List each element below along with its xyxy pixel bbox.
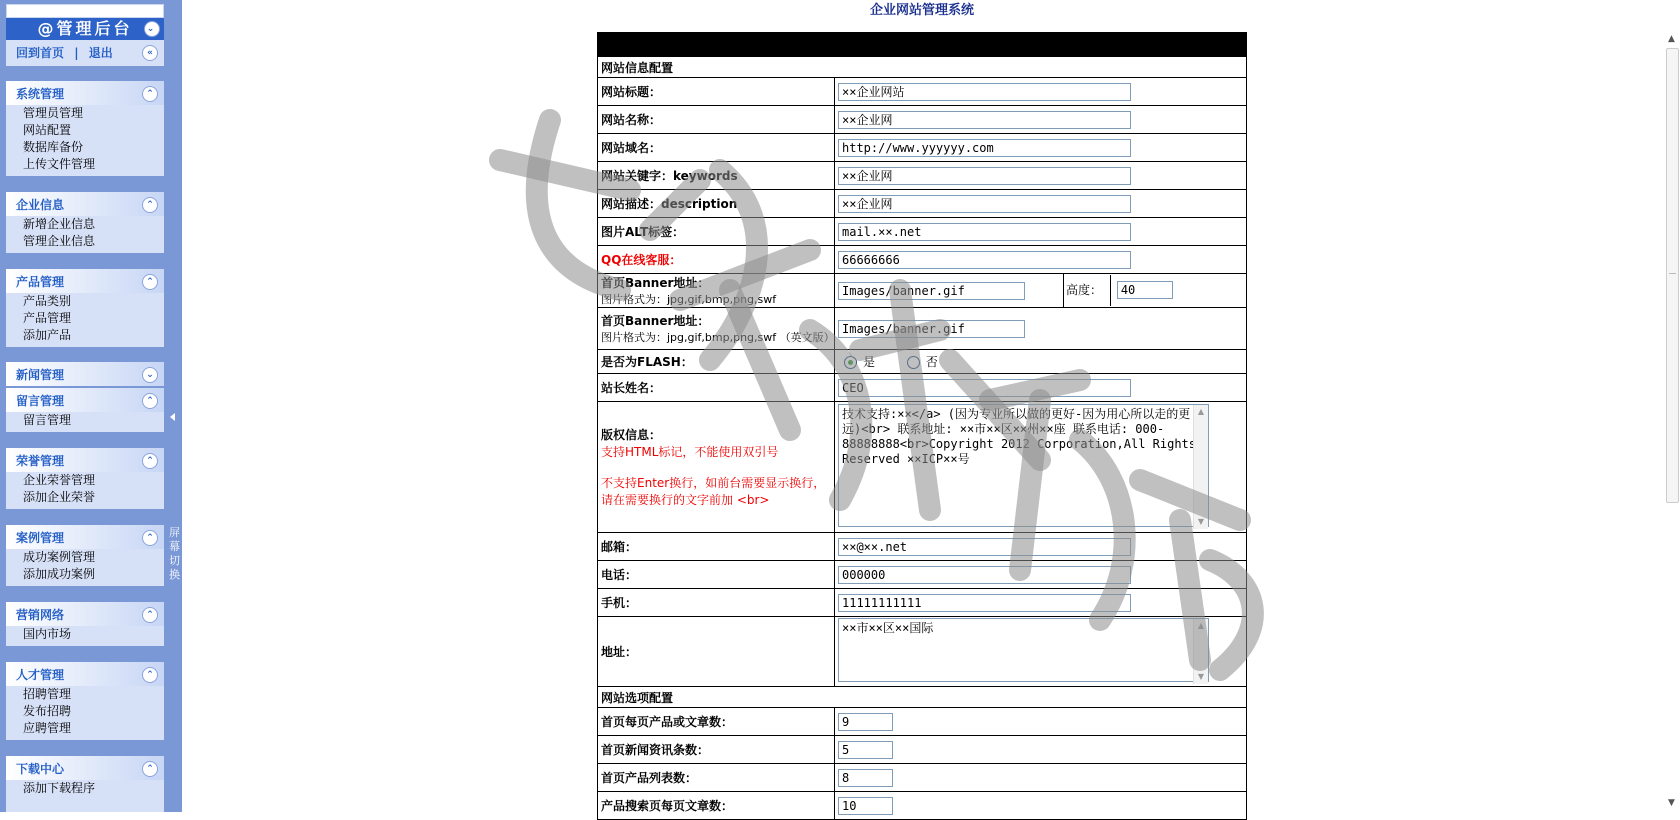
- section-row: [598, 57, 1247, 78]
- field-label: 网站关键字：keywords: [598, 162, 835, 190]
- panel-header-honors[interactable]: 荣誉管理 ⌃: [6, 448, 164, 472]
- menu-item-domestic-market[interactable]: 国内市场: [23, 627, 72, 641]
- panel-header-hr[interactable]: 人才管理 ⌃: [6, 662, 164, 686]
- panel-header-messages[interactable]: 留言管理 ⌃: [6, 388, 164, 412]
- panel-header-news[interactable]: 新闻管理 ⌄: [6, 362, 164, 386]
- site-config-form: [597, 32, 1247, 820]
- panel-header-products[interactable]: 产品管理 ⌃: [6, 269, 164, 293]
- field-label: 网站名称：: [598, 106, 835, 134]
- address-textarea-wrap: [838, 618, 1209, 685]
- panel-news: [6, 362, 164, 386]
- admin-panel-title: [6, 18, 164, 40]
- chevron-up-icon[interactable]: ⌃: [142, 453, 158, 469]
- banner-en-hint: 图片格式为：jpg,gif,bmp,png,swf （英文版）: [601, 331, 835, 344]
- form-row: [598, 736, 1247, 764]
- panel-header-system[interactable]: 系统管理 ⌃: [6, 81, 164, 105]
- menu-item-admin-manage[interactable]: 管理员管理: [23, 106, 84, 120]
- menu-item-add-download[interactable]: 添加下载程序: [23, 781, 96, 795]
- copyright-hint-newline: 不支持Enter换行，如前台需要显示换行，请在需要换行的文字前加 <br>: [601, 476, 826, 507]
- screen-switch-label[interactable]: 屏幕切换: [169, 526, 180, 581]
- sidebar: [0, 0, 182, 812]
- section-title-options: 网站选项配置: [598, 687, 1247, 708]
- form-row: [598, 162, 1247, 190]
- scroll-up-icon: ▲: [1197, 407, 1205, 416]
- copyright-label: 版权信息：: [601, 428, 662, 442]
- mobile-input[interactable]: [838, 594, 1131, 612]
- menu-item-honor-manage[interactable]: 企业荣誉管理: [23, 473, 96, 487]
- menu-item-add-honor[interactable]: 添加企业荣誉: [23, 490, 96, 504]
- panel-marketing: [6, 602, 164, 646]
- field-label: 网站描述：description: [598, 190, 835, 218]
- chevron-up-icon[interactable]: ⌃: [142, 761, 158, 777]
- sidebar-header: [6, 4, 164, 74]
- form-row: [598, 374, 1247, 402]
- page-scrollbar[interactable]: [1663, 30, 1680, 812]
- page-title: 企业网站管理系统: [869, 3, 974, 18]
- form-row: [598, 617, 1247, 687]
- field-label: 网站域名：: [598, 134, 835, 162]
- panel-header-cases[interactable]: 案例管理 ⌃: [6, 525, 164, 549]
- menu-item-manage-company[interactable]: 管理企业信息: [23, 234, 96, 248]
- field-label: 邮箱：: [598, 533, 835, 561]
- menu-item-product-manage[interactable]: 产品管理: [23, 311, 72, 325]
- form-row: [598, 134, 1247, 162]
- table-header-bar: [598, 33, 1247, 57]
- sidebar-links: [6, 40, 164, 66]
- menu-item-case-manage[interactable]: 成功案例管理: [23, 550, 96, 564]
- form-row: [598, 708, 1247, 736]
- scroll-up-icon[interactable]: ▲: [1668, 34, 1675, 44]
- chevron-up-icon[interactable]: ⌃: [142, 393, 158, 409]
- home-news-count-input[interactable]: [838, 741, 893, 759]
- menu-item-add-case[interactable]: 添加成功案例: [23, 567, 96, 581]
- chevron-up-icon[interactable]: ⌃: [142, 274, 158, 290]
- form-row: [598, 78, 1247, 106]
- banner-height-label: 高度：: [1064, 275, 1111, 306]
- panel-cases: [6, 525, 164, 586]
- panel-company: [6, 192, 164, 253]
- scroll-down-icon: ▼: [1197, 672, 1205, 681]
- banner-label: 首页Banner地址：: [601, 276, 710, 290]
- form-row: [598, 561, 1247, 589]
- panel-header-company[interactable]: 企业信息 ⌃: [6, 192, 164, 216]
- radio-unselected-icon[interactable]: [907, 356, 920, 369]
- panel-messages: [6, 388, 164, 432]
- form-row: [598, 589, 1247, 617]
- flash-no-option[interactable]: 否: [907, 355, 938, 369]
- scroll-up-icon: ▲: [1197, 621, 1205, 630]
- field-label: 图片ALT标签：: [598, 218, 835, 246]
- banner-input[interactable]: [838, 282, 1025, 300]
- field-label: 地址：: [598, 617, 835, 687]
- field-label: 首页新闻资讯条数：: [598, 736, 835, 764]
- site-description-input[interactable]: [838, 195, 1131, 213]
- textarea-scrollbar[interactable]: [1193, 619, 1208, 684]
- site-keywords-input[interactable]: [838, 167, 1131, 185]
- form-row: [598, 106, 1247, 134]
- form-row: [598, 402, 1247, 533]
- form-row: [598, 764, 1247, 792]
- banner-hint: 图片格式为：jpg,gif,bmp,png,swf: [601, 293, 777, 306]
- field-label: 首页产品列表数：: [598, 764, 835, 792]
- chevron-up-icon[interactable]: ⌃: [142, 530, 158, 546]
- menu-item-publish-recruit[interactable]: 发布招聘: [23, 704, 72, 718]
- panel-system: [6, 81, 164, 176]
- section-title-info: 网站信息配置: [598, 57, 1247, 78]
- admin-panel-title-text: @管理后台: [37, 19, 133, 38]
- form-row: [598, 274, 1247, 308]
- img-alt-input[interactable]: [838, 223, 1131, 241]
- field-label: 站长姓名：: [598, 374, 835, 402]
- site-domain-input[interactable]: [838, 139, 1131, 157]
- panel-products: [6, 269, 164, 347]
- form-row: [598, 533, 1247, 561]
- link-separator: |: [74, 46, 79, 60]
- panel-header-marketing[interactable]: 营销网络 ⌃: [6, 602, 164, 626]
- scroll-thumb[interactable]: [1666, 48, 1679, 503]
- flash-yes-option[interactable]: 是: [844, 355, 875, 369]
- textarea-scrollbar[interactable]: [1193, 405, 1208, 529]
- banner-height-input[interactable]: [1117, 281, 1173, 299]
- menu-item-site-config[interactable]: 网站配置: [23, 123, 72, 137]
- home-products-count-input[interactable]: [838, 713, 893, 731]
- form-row: [598, 308, 1247, 350]
- copyright-hint-html: 支持HTML标记，不能使用双引号: [601, 445, 779, 459]
- qq-label: QQ在线客服：: [601, 253, 682, 267]
- qq-input[interactable]: [838, 251, 1131, 269]
- field-label: 手机：: [598, 589, 835, 617]
- form-row: [598, 218, 1247, 246]
- scroll-grip-icon: [1669, 273, 1676, 274]
- menu-item-db-backup[interactable]: 数据库备份: [23, 140, 84, 154]
- form-row: [598, 350, 1247, 374]
- panel-download: [6, 756, 164, 812]
- menu-item-upload-files[interactable]: 上传文件管理: [23, 157, 96, 171]
- phone-input[interactable]: [838, 566, 1131, 584]
- field-label: 首页每页产品或文章数：: [598, 708, 835, 736]
- menu-item-add-product[interactable]: 添加产品: [23, 328, 72, 342]
- chevron-up-icon[interactable]: ⌃: [142, 197, 158, 213]
- owner-input[interactable]: [838, 379, 1131, 397]
- panel-header-download[interactable]: 下载中心 ⌃: [6, 756, 164, 780]
- radio-selected-icon[interactable]: [844, 356, 857, 369]
- chevron-down-icon[interactable]: ⌄: [142, 367, 158, 383]
- site-title-input[interactable]: [838, 83, 1131, 101]
- chevron-up-icon[interactable]: ⌃: [142, 607, 158, 623]
- site-name-input[interactable]: [838, 111, 1131, 129]
- address-textarea[interactable]: [838, 618, 1209, 682]
- menu-item-product-category[interactable]: 产品类别: [23, 294, 72, 308]
- field-label: 是否为FLASH：: [598, 350, 835, 374]
- chevron-up-icon[interactable]: ⌃: [142, 86, 158, 102]
- banner-en-input[interactable]: [838, 320, 1025, 338]
- home-product-list-input[interactable]: [838, 769, 893, 787]
- logout-link[interactable]: 退出: [88, 46, 113, 60]
- panel-hr: [6, 662, 164, 740]
- section-row: [598, 687, 1247, 708]
- home-link[interactable]: 回到首页: [16, 46, 65, 60]
- form-row: [598, 190, 1247, 218]
- menu-item-message-manage[interactable]: 留言管理: [23, 413, 72, 427]
- form-row: [598, 246, 1247, 274]
- email-input[interactable]: [838, 538, 1131, 556]
- field-label: 产品搜索页每页文章数：: [598, 792, 835, 820]
- collapse-all-icon[interactable]: ⌄: [144, 21, 160, 37]
- double-chevron-left-icon[interactable]: «: [142, 45, 158, 61]
- scroll-down-icon: ▼: [1197, 517, 1205, 526]
- collapse-sidebar-arrow-icon[interactable]: [170, 413, 175, 421]
- copyright-textarea[interactable]: [838, 404, 1209, 527]
- banner-en-label: 首页Banner地址：: [601, 314, 710, 328]
- sidebar-top-strip: [6, 4, 164, 18]
- panel-honors: [6, 448, 164, 509]
- menu-item-add-company[interactable]: 新增企业信息: [23, 217, 96, 231]
- menu-item-applicant-manage[interactable]: 应聘管理: [23, 721, 72, 735]
- copyright-textarea-wrap: [838, 404, 1209, 530]
- scroll-down-icon[interactable]: ▼: [1668, 798, 1675, 808]
- screen-switch-bar[interactable]: [166, 0, 182, 812]
- field-label: 网站标题：: [598, 78, 835, 106]
- form-row: [598, 792, 1247, 820]
- menu-item-recruit-manage[interactable]: 招聘管理: [23, 687, 72, 701]
- field-label: 电话：: [598, 561, 835, 589]
- chevron-up-icon[interactable]: ⌃: [142, 667, 158, 683]
